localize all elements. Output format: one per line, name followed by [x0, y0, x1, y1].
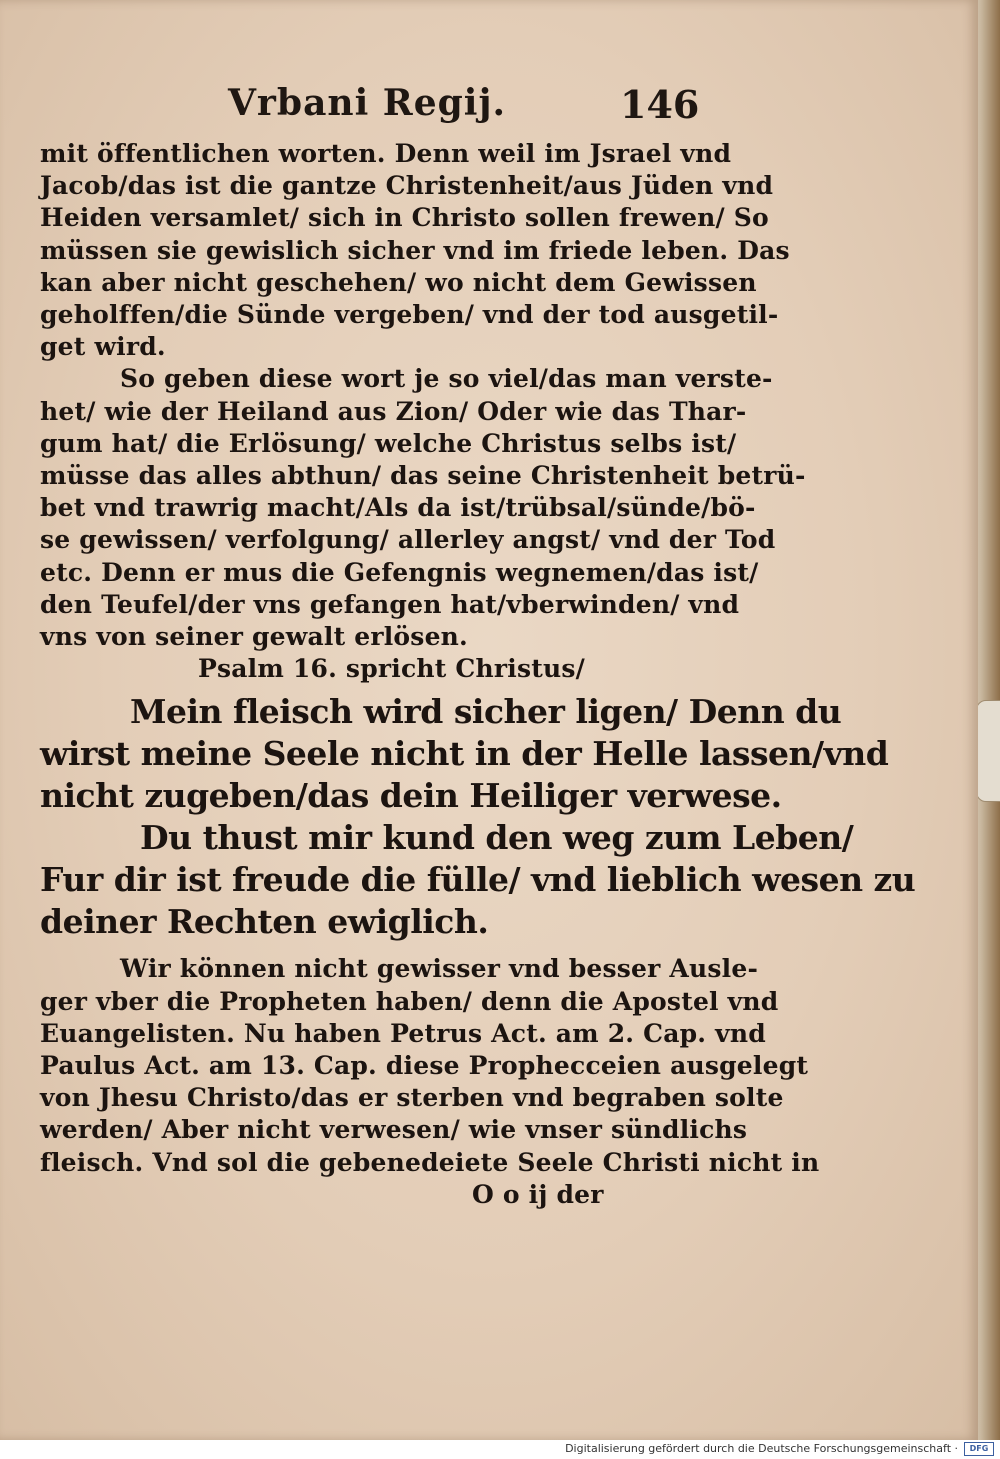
text-line: geholffen/die Sünde vergeben/ vnd der tod ausgetil-: [40, 300, 779, 330]
text-line: gum hat/ die Erlösung/ welche Christus selbs ist/: [40, 428, 737, 458]
quotation-line: wirst meine Seele nicht in der Helle lassen/vnd: [40, 734, 889, 774]
text-line: ger vber die Propheten haben/ denn die Apostel vnd: [40, 986, 779, 1016]
text-line: den Teufel/der vns gefangen hat/vberwinden/ vnd: [40, 589, 740, 619]
text-line: bet vnd trawrig macht/Als da ist/trübsal/sünde/bö-: [40, 493, 756, 523]
body-text: [40, 138, 916, 1211]
page-tab: [976, 700, 1000, 802]
footer-bar: [0, 1440, 1000, 1459]
text-line: Heiden versamlet/ sich in Christo sollen frewen/ So: [40, 203, 769, 233]
text-line: het/ wie der Heiland aus Zion/ Oder wie das Thar-: [40, 396, 747, 426]
page-header: [0, 82, 978, 142]
text-line: werden/ Aber nicht verwesen/ wie vnser sündlichs: [40, 1115, 748, 1145]
running-title: Vrbani Regij.: [228, 82, 507, 124]
text-line: von Jhesu Christo/das er sterben vnd begraben solte: [40, 1083, 784, 1113]
text-line: etc. Denn er mus die Gefengnis wegnemen/das ist/: [40, 557, 759, 587]
scripture-citation: Psalm 16. spricht Christus/: [198, 654, 585, 684]
quotation-line: Du thust mir kund den weg zum Leben/: [140, 818, 854, 858]
text-line: Wir können nicht gewisser vnd besser Ausle-: [120, 954, 759, 984]
text-line: se gewissen/ verfolgung/ allerley angst/ vnd der Tod: [40, 525, 776, 555]
text-line: fleisch. Vnd sol die gebenedeiete Seele Christi nicht in: [40, 1147, 820, 1177]
page-number: 146: [620, 82, 700, 127]
text-line: Euangelisten. Nu haben Petrus Act. am 2. Cap. vnd: [40, 1018, 766, 1048]
text-line: So geben diese wort je so viel/das man verste-: [120, 364, 773, 394]
text-line: kan aber nicht geschehen/ wo nicht dem Gewissen: [40, 267, 757, 297]
text-line: müssen sie gewislich sicher vnd im friede leben. Das: [40, 235, 790, 265]
text-line: müsse das alles abthun/ das seine Christenheit betrü-: [40, 461, 806, 491]
dfg-logo-icon: DFG: [964, 1442, 994, 1456]
quotation-line: Mein fleisch wird sicher ligen/ Denn du: [130, 692, 842, 732]
signature-catchword: O o ij der: [472, 1179, 604, 1209]
text-line: mit öffentlichen worten. Denn weil im Jsrael vnd: [40, 139, 732, 168]
text-line: vns von seiner gewalt erlösen.: [40, 622, 468, 652]
quotation-line: deiner Rechten ewiglich.: [40, 902, 489, 942]
text-line: Jacob/das ist die gantze Christenheit/aus Jüden vnd: [40, 171, 774, 201]
quotation-line: nicht zugeben/das dein Heiliger verwese.: [40, 776, 782, 816]
quotation-line: Fur dir ist freude die fülle/ vnd lieblich wesen zu: [40, 860, 916, 900]
funding-credit: Digitalisierung gefördert durch die Deutsche Forschungsgemeinschaft ·: [565, 1442, 958, 1455]
text-line: Paulus Act. am 13. Cap. diese Prophecceien ausgelegt: [40, 1051, 809, 1081]
text-line: get wird.: [40, 332, 166, 362]
